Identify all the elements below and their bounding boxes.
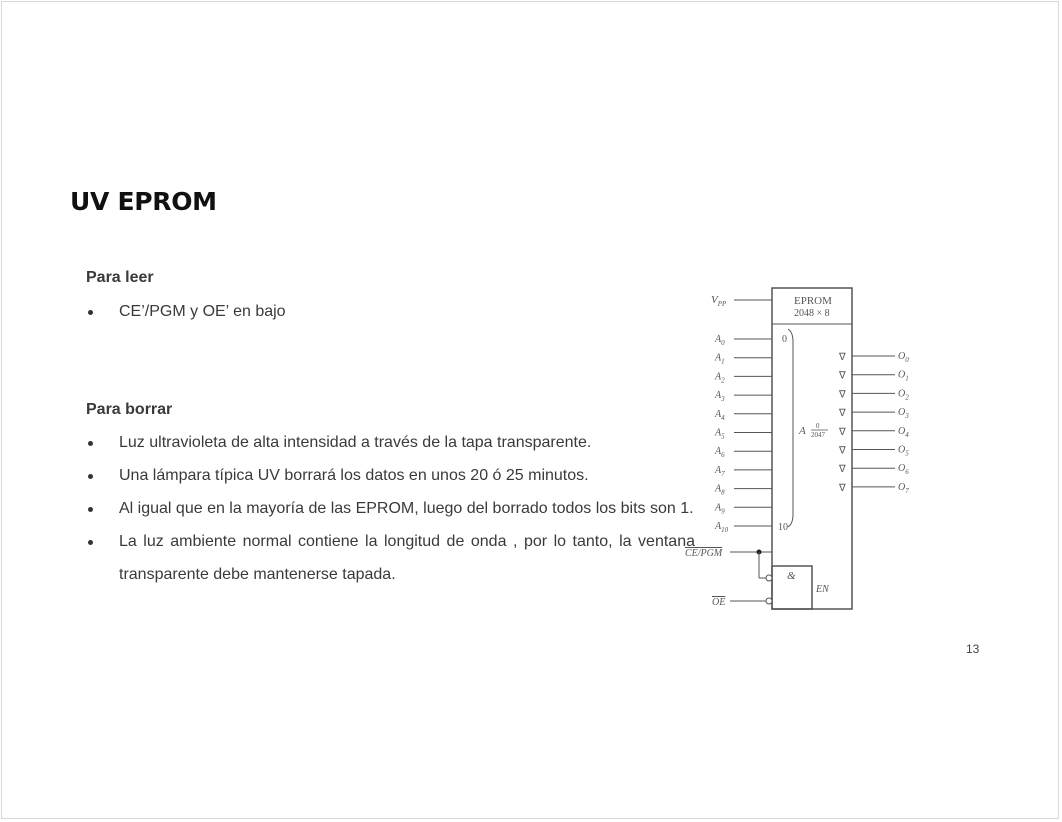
output-lines: [838, 351, 909, 495]
range-top: 0: [816, 422, 820, 430]
slide-title: UV EPROM: [70, 187, 217, 216]
address-range-label: A: [799, 425, 806, 437]
tristate-output-icon: ∇: [839, 464, 846, 476]
list-item: Una lámpara típica UV borrará los datos en unos 20 ó 25 minutos.: [86, 459, 695, 492]
address-pin-label: $A_5$: [715, 427, 725, 441]
address-pin-label: $A_2$: [715, 371, 725, 385]
read-bullet-list: [86, 295, 286, 328]
enable-label: EN: [816, 584, 829, 595]
address-lines: [714, 334, 772, 534]
erase-bullet-list: [86, 426, 695, 591]
range-bottom: 2047: [811, 431, 825, 439]
page-number: 13: [966, 642, 980, 656]
section-heading-erase: Para borrar: [86, 401, 173, 418]
address-pin-label: $A_{10}$: [715, 521, 729, 534]
output-pin-label: $O_5$: [898, 444, 909, 458]
address-pin-label: $A_3$: [715, 390, 725, 404]
address-pin-label: $A_9$: [715, 502, 725, 516]
output-pin-label: $O_2$: [898, 388, 909, 402]
list-item: Al igual que en la mayoría de las EPROM, luego del borrado todos los bits son 1.: [86, 492, 695, 525]
address-start: 0: [782, 334, 787, 345]
output-pin-label: $O_6$: [898, 463, 909, 477]
address-end: 10: [778, 522, 788, 533]
address-pin-label: $A_7$: [715, 464, 725, 478]
output-pin-label: $O_1$: [898, 369, 909, 383]
output-pin-label: $O_3$: [898, 407, 909, 421]
tristate-output-icon: ∇: [839, 426, 846, 438]
address-pin-label: $A_4$: [715, 408, 725, 422]
ce-pgm-label: CE/PGM: [685, 548, 723, 559]
vpp-label: $V_{PP}$: [711, 294, 727, 308]
tristate-output-icon: ∇: [839, 389, 846, 401]
oe-label: OE: [712, 597, 726, 608]
address-pin-label: $A_0$: [715, 334, 725, 347]
address-bracket: [788, 329, 793, 527]
address-pin-label: $A_6$: [715, 446, 725, 460]
section-heading-read: Para leer: [86, 269, 154, 286]
output-pin-label: $O_4$: [898, 425, 909, 439]
ce-inversion-bubble: [766, 575, 772, 581]
output-pin-label: $O_0$: [898, 351, 909, 364]
tristate-output-icon: ∇: [839, 482, 846, 494]
slide: [1, 1, 1059, 819]
chip-size: 2048 × 8: [794, 308, 830, 319]
oe-inversion-bubble: [766, 598, 772, 604]
address-pin-label: $A_1$: [715, 352, 725, 366]
tristate-output-icon: ∇: [839, 445, 846, 457]
tristate-output-icon: ∇: [839, 408, 846, 420]
output-pin-label: $O_7$: [898, 481, 909, 495]
tristate-output-icon: ∇: [839, 352, 846, 363]
address-pin-label: $A_8$: [715, 483, 725, 497]
chip-label: EPROM: [794, 295, 832, 307]
tristate-output-icon: ∇: [839, 370, 846, 382]
list-item: CE’/PGM y OE’ en bajo: [86, 295, 286, 328]
list-item: La luz ambiente normal contiene la longitud de onda , por lo tanto, la ventana transparente debe mantenerse tapada.: [86, 525, 695, 591]
and-label: &: [787, 570, 796, 582]
list-item: Luz ultravioleta de alta intensidad a través de la tapa transparente.: [86, 426, 695, 459]
eprom-logic-symbol: [685, 282, 922, 617]
